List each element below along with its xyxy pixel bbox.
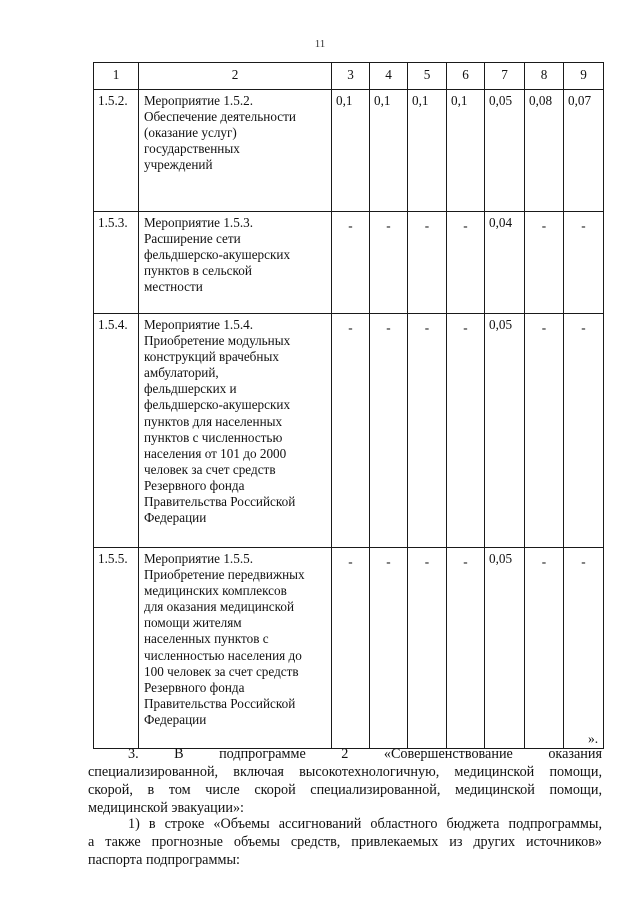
measure-name-line: помощи жителям xyxy=(144,615,242,631)
value-cell xyxy=(370,314,408,548)
header-cell: 9 xyxy=(564,63,604,90)
paragraph-line: 3. В подпрограмме 2 «Совершенствование оказания xyxy=(128,746,602,762)
header-cell: 8 xyxy=(525,63,564,90)
value-cell xyxy=(525,548,564,749)
value-cell: 0,05 xyxy=(485,314,525,548)
paragraph-line: специализированной, включая высокотехнологичную, медицинской помощи, xyxy=(88,764,602,780)
header-cell: 2 xyxy=(139,63,332,90)
measure-name-line: Федерации xyxy=(144,510,207,526)
header-cell: 3 xyxy=(332,63,370,90)
measures-table xyxy=(93,62,604,749)
value-cell: 0,1 xyxy=(447,90,485,212)
value-text: - xyxy=(541,218,547,233)
value-text: - xyxy=(424,320,430,335)
value-cell: 0,1 xyxy=(332,90,370,212)
paragraph-line: 1) в строке «Объемы ассигнований областного бюджета подпрограммы, xyxy=(128,816,602,832)
paragraph-line: медицинской эвакуации»: xyxy=(88,800,244,816)
measure-name-line: пунктов для населенных xyxy=(144,413,283,429)
header-cell: 5 xyxy=(408,63,447,90)
measure-name-line: медицинских комплексов xyxy=(144,583,287,599)
value-cell xyxy=(408,212,447,314)
paragraph-line: а также прогнозные объемы средств, привлекаемых из других источников» xyxy=(88,834,602,850)
value-text: - xyxy=(463,218,468,233)
value-cell: 0,08 xyxy=(525,90,564,212)
value-text: - xyxy=(386,554,391,569)
value-text: - xyxy=(463,320,468,335)
measure-name xyxy=(139,314,332,548)
measure-name-line: фельдшерско-акушерских xyxy=(144,247,291,263)
value-text: - xyxy=(581,554,586,569)
measure-name-line: амбулаторий, xyxy=(144,365,219,381)
value-text: - xyxy=(424,218,430,233)
closing-quote: ». xyxy=(588,731,599,746)
row-number: 1.5.4. xyxy=(94,314,139,548)
measure-name-line: конструкций врачебных xyxy=(144,349,279,365)
header-cell: 1 xyxy=(94,63,139,90)
measure-name xyxy=(139,212,332,314)
measure-name-line: Резервного фонда xyxy=(144,679,245,695)
value-cell: 0,05 xyxy=(485,548,525,749)
header-cell: 6 xyxy=(447,63,485,90)
value-cell xyxy=(525,212,564,314)
row-number: 1.5.2. xyxy=(94,90,139,212)
measure-name-line: (оказание услуг) xyxy=(144,125,237,141)
measure-name-line: Расширение сети xyxy=(144,231,241,247)
value-cell xyxy=(564,314,604,548)
measure-name-line: человек за счет средств xyxy=(144,461,276,477)
paragraph-line: скорой, в том числе скорой специализированной, медицинской помощи, xyxy=(88,782,602,798)
measure-name-line: фельдшерско-акушерских xyxy=(144,397,291,413)
measure-name-line: Мероприятие 1.5.5. xyxy=(144,551,254,566)
value-cell xyxy=(370,212,408,314)
value-cell: 0,1 xyxy=(408,90,447,212)
value-cell xyxy=(408,314,447,548)
table-row xyxy=(94,90,604,212)
measure-name-line: учреждений xyxy=(144,157,213,173)
measure-name-line: пунктов в сельской xyxy=(144,263,252,279)
measure-name-line: для оказания медицинской xyxy=(144,599,295,615)
measure-name-line: численностью населения до xyxy=(144,647,302,663)
value-cell xyxy=(564,548,604,749)
measure-name-line: 100 человек за счет средств xyxy=(144,663,299,679)
measure-name xyxy=(139,90,332,212)
paragraph-3-1 xyxy=(88,815,602,869)
value-text: - xyxy=(581,218,586,233)
table-header-row xyxy=(94,63,604,90)
measure-name-line: Резервного фонда xyxy=(144,477,245,493)
value-cell xyxy=(332,212,370,314)
measure-name-line: фельдшерских и xyxy=(144,381,237,397)
measure-name-line: Обеспечение деятельности xyxy=(144,109,296,125)
measure-name-line: Федерации xyxy=(144,711,207,727)
value-text: - xyxy=(348,218,353,233)
value-text: - xyxy=(386,320,391,335)
value-cell xyxy=(447,212,485,314)
value-cell xyxy=(447,548,485,749)
value-text: - xyxy=(581,320,586,335)
value-text: - xyxy=(348,554,353,569)
measure-name-line: Приобретение передвижных xyxy=(144,567,305,583)
value-cell xyxy=(370,548,408,749)
value-text: - xyxy=(424,554,430,569)
value-cell: 0,1 xyxy=(370,90,408,212)
value-text: - xyxy=(541,320,547,335)
row-number: 1.5.5. xyxy=(94,548,139,749)
value-cell: 0,07 xyxy=(564,90,604,212)
value-cell xyxy=(564,212,604,314)
measure-name-line: Правительства Российской xyxy=(144,695,296,711)
header-cell: 7 xyxy=(485,63,525,90)
value-cell: 0,04 xyxy=(485,212,525,314)
measure-name xyxy=(139,548,332,749)
measure-name-line: населенных пунктов с xyxy=(144,631,269,647)
paragraph-line: паспорта подпрограммы: xyxy=(88,852,240,868)
table-row xyxy=(94,548,604,749)
measure-name-line: Приобретение модульных xyxy=(144,333,291,349)
value-cell xyxy=(447,314,485,548)
value-cell xyxy=(332,548,370,749)
measure-name-line: Мероприятие 1.5.2. xyxy=(144,93,254,108)
measure-name-line: Правительства Российской xyxy=(144,494,296,510)
measure-name-line: пунктов с численностью xyxy=(144,429,283,445)
row-number: 1.5.3. xyxy=(94,212,139,314)
measure-name-line: Мероприятие 1.5.4. xyxy=(144,317,254,332)
measure-name-line: Мероприятие 1.5.3. xyxy=(144,215,254,230)
table-row xyxy=(94,212,604,314)
value-cell xyxy=(332,314,370,548)
page-number: 11 xyxy=(314,38,326,50)
value-cell: 0,05 xyxy=(485,90,525,212)
value-text: - xyxy=(386,218,391,233)
value-text: - xyxy=(463,554,468,569)
header-cell: 4 xyxy=(370,63,408,90)
value-cell xyxy=(525,314,564,548)
table-row xyxy=(94,314,604,548)
measure-name-line: государственных xyxy=(144,141,240,157)
value-cell xyxy=(408,548,447,749)
paragraph-3 xyxy=(88,745,602,817)
value-text: - xyxy=(541,554,547,569)
value-text: - xyxy=(348,320,353,335)
measure-name-line: населения от 101 до 2000 xyxy=(144,445,287,461)
measure-name-line: местности xyxy=(144,279,203,295)
